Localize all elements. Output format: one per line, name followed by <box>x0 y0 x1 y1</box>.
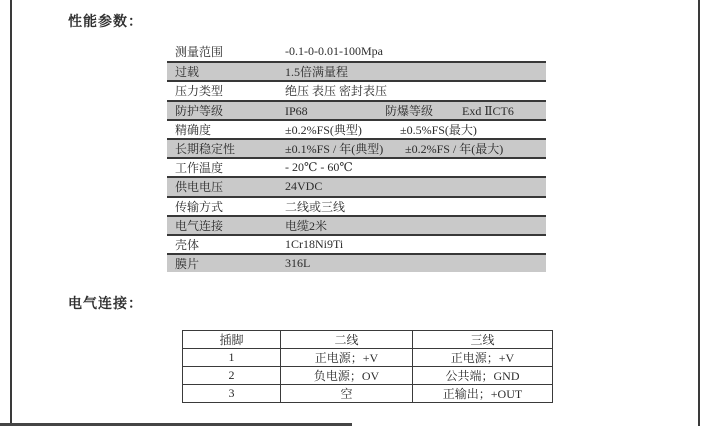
conn-table-cell: 2 <box>183 367 281 385</box>
page-right-border-line <box>698 0 700 426</box>
perf-value-segment: IP68 <box>285 103 308 118</box>
perf-row-values <box>285 63 546 80</box>
perf-row-values <box>285 82 546 99</box>
conn-header-cell: 三线 <box>413 331 553 349</box>
perf-row-label: 壳体 <box>175 237 200 252</box>
perf-row-values <box>285 140 546 157</box>
perf-table-row <box>167 80 546 99</box>
conn-table-cell: 正电源；+V <box>281 349 413 367</box>
perf-row-label: 压力类型 <box>175 84 224 99</box>
perf-row-label: 传输方式 <box>175 199 224 214</box>
perf-table-row <box>167 176 546 195</box>
perf-row-label: 过载 <box>175 65 200 80</box>
conn-table-cell: 3 <box>183 385 281 403</box>
perf-row-values <box>285 237 546 252</box>
conn-table-row <box>183 367 553 385</box>
perf-table-row <box>167 157 546 176</box>
perf-value-segment: 绝压 表压 密封表压 <box>285 84 388 99</box>
perf-value-segment: 316L <box>285 256 311 271</box>
conn-table-cell: 1 <box>183 349 281 367</box>
conn-header-cell: 二线 <box>281 331 413 349</box>
perf-value-segment: 电缆2米 <box>285 218 328 233</box>
perf-row-values <box>285 102 546 119</box>
electrical-section-title: 电气连接： <box>68 295 143 311</box>
perf-table-row <box>167 61 546 80</box>
perf-table-row <box>167 215 546 234</box>
perf-row-values <box>285 179 546 194</box>
perf-row-values <box>285 44 546 59</box>
conn-table-cell: 空 <box>281 385 413 403</box>
conn-header-row <box>183 331 553 349</box>
connection-table <box>182 330 553 403</box>
perf-value-segment: Exd ⅡCT6 <box>462 103 514 118</box>
perf-value-segment: 1.5倍满量程 <box>285 65 349 80</box>
connection-table-body <box>183 349 553 403</box>
perf-value-segment: ±0.2%FS(典型) <box>285 122 362 137</box>
perf-table-row <box>167 42 546 61</box>
performance-section-title: 性能参数： <box>68 13 143 29</box>
conn-table-cell: 正输出；+OUT <box>413 385 553 403</box>
perf-row-label: 供电电压 <box>175 180 224 195</box>
perf-row-values <box>285 121 546 138</box>
perf-row-label: 工作温度 <box>175 161 224 176</box>
perf-row-label: 精确度 <box>175 122 212 137</box>
conn-table-row <box>183 349 553 367</box>
perf-table-row <box>167 119 546 138</box>
conn-table-row <box>183 385 553 403</box>
perf-value-segment: ±0.5%FS(最大) <box>400 122 477 137</box>
perf-row-values <box>285 160 546 175</box>
connection-table-head <box>183 331 553 349</box>
perf-value-segment: 二线或三线 <box>285 199 346 214</box>
perf-value-segment: -0.1-0-0.01-100Mpa <box>285 44 383 59</box>
perf-row-values <box>285 198 546 215</box>
perf-row-label: 电气连接 <box>175 218 224 233</box>
perf-row-values <box>285 256 546 271</box>
perf-row-values <box>285 217 546 234</box>
conn-header-cell: 插脚 <box>183 331 281 349</box>
perf-table-row <box>167 253 546 272</box>
perf-value-segment: ±0.1%FS / 年(典型) <box>285 142 384 157</box>
perf-table-row <box>167 100 546 119</box>
perf-row-label: 长期稳定性 <box>175 142 236 157</box>
perf-value-segment: 防爆等级 <box>385 103 434 118</box>
perf-value-segment: 1Cr18Ni9Ti <box>285 236 344 251</box>
conn-table-cell: 负电源；OV <box>281 367 413 385</box>
conn-table-cell: 正电源；+V <box>413 349 553 367</box>
perf-value-segment: ±0.2%FS / 年(最大) <box>405 142 504 157</box>
perf-row-label: 膜片 <box>175 257 200 272</box>
perf-table-row <box>167 138 546 157</box>
page-left-border-line <box>10 0 12 426</box>
perf-table-row <box>167 196 546 215</box>
conn-table-cell: 公共端；GND <box>413 367 553 385</box>
perf-row-label: 测量范围 <box>175 45 224 60</box>
perf-value-segment: - 20℃ - 60℃ <box>285 160 353 175</box>
performance-table <box>167 42 546 272</box>
perf-value-segment: 24VDC <box>285 179 323 194</box>
perf-table-row <box>167 234 546 253</box>
perf-row-label: 防护等级 <box>175 103 224 118</box>
